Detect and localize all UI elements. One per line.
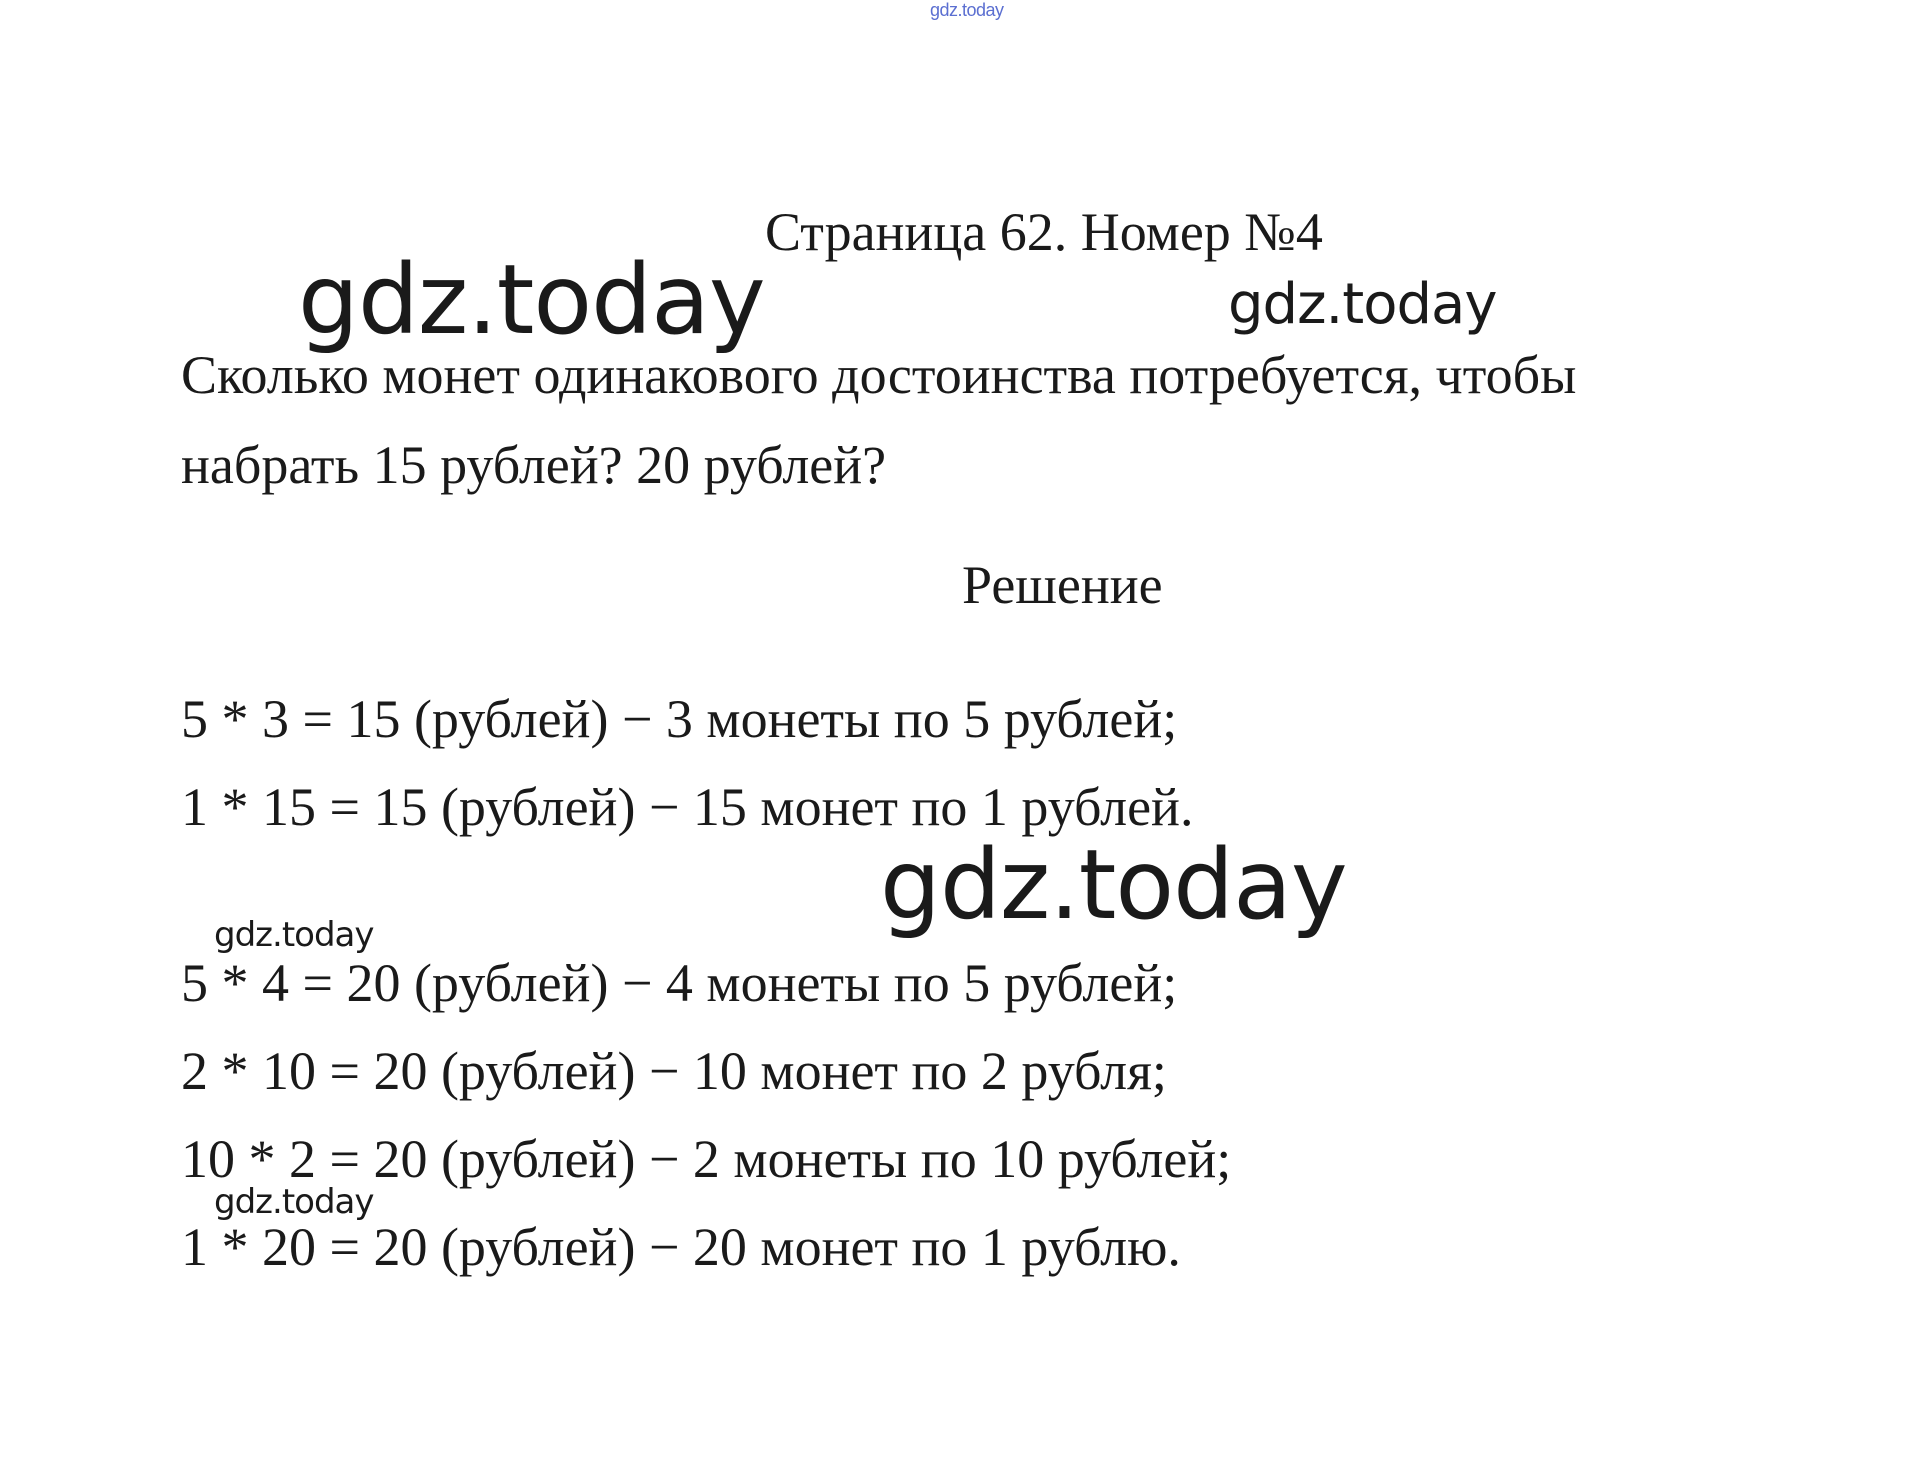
solution-heading: Решение	[962, 555, 1163, 615]
task-line: набрать 15 рублей? 20 рублей?	[181, 435, 887, 495]
solution-line: 10 * 2 = 20 (рублей) − 2 монеты по 10 рублей;	[181, 1129, 1232, 1189]
solution-line: 1 * 15 = 15 (рублей) − 15 монет по 1 рублей.	[181, 777, 1194, 837]
site-mark: gdz.today	[930, 0, 1004, 20]
task-text	[181, 330, 1781, 510]
watermark: gdz.today	[214, 915, 374, 955]
solution-line: 5 * 3 = 15 (рублей) − 3 монеты по 5 рублей;	[181, 689, 1178, 749]
watermark: gdz.today	[298, 244, 765, 356]
watermark: gdz.today	[1228, 272, 1497, 337]
page-title: Страница 62. Номер №4	[765, 202, 1323, 262]
watermark: gdz.today	[214, 1182, 374, 1222]
solution-15-block	[181, 675, 1681, 851]
watermark: gdz.today	[880, 829, 1347, 941]
solution-line: 2 * 10 = 20 (рублей) − 10 монет по 2 рубля;	[181, 1041, 1167, 1101]
solution-20-block	[181, 939, 1681, 1291]
task-line: Сколько монет одинакового достоинства потребуется, чтобы	[181, 345, 1577, 405]
solution-line: 1 * 20 = 20 (рублей) − 20 монет по 1 рублю.	[181, 1217, 1181, 1277]
solution-line: 5 * 4 = 20 (рублей) − 4 монеты по 5 рублей;	[181, 953, 1178, 1013]
